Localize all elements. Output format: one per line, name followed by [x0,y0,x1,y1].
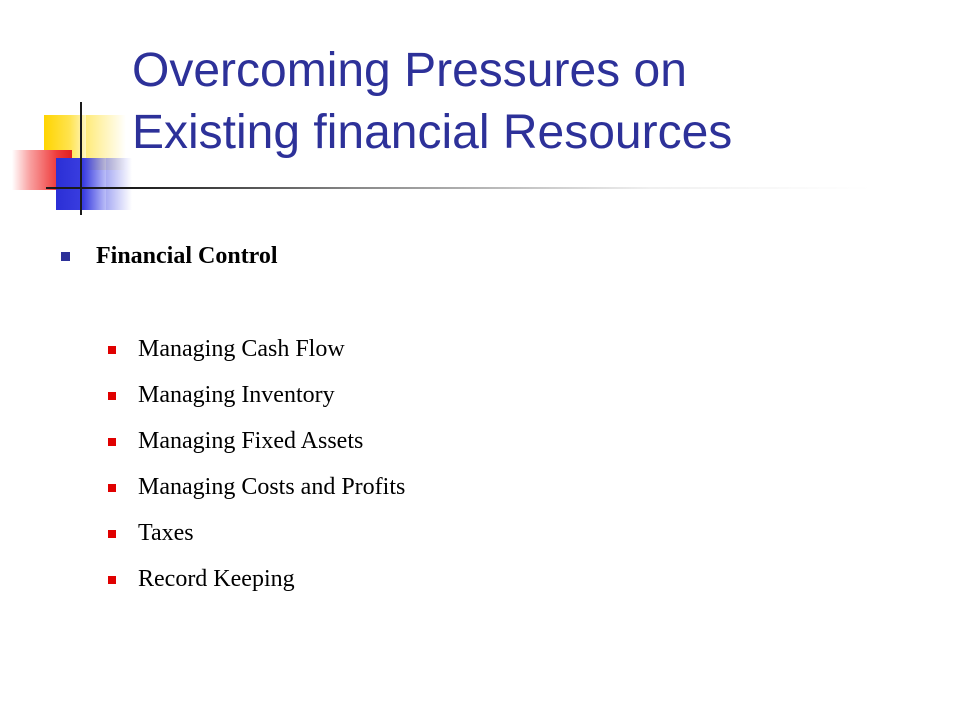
red-square-bullet-icon [108,576,116,584]
main-bullet-list [60,236,278,276]
red-square-bullet-icon [108,484,116,492]
sub-bullet-text: Managing Cash Flow [138,336,345,362]
logo-horizontal-line [46,187,140,189]
sub-bullet-item [106,328,405,374]
sub-bullet-list [106,328,405,604]
sub-bullet-item [106,466,405,512]
main-bullet-text: Financial Control [96,243,278,269]
sub-bullet-text: Managing Fixed Assets [138,428,364,454]
red-square-bullet-icon [108,392,116,400]
red-square-bullet-icon [108,346,116,354]
logo-vertical-line [80,102,82,215]
slide-title-line-2: Existing financial Resources [132,106,733,159]
sub-bullet-item [106,512,405,558]
sub-bullet-item [106,558,405,604]
sub-bullet-item [106,420,405,466]
main-bullet-item [60,236,278,276]
title-underline [132,187,872,189]
sub-bullet-text: Taxes [138,520,194,546]
logo-blue-fade [106,158,132,210]
decorative-logo [0,0,140,220]
sub-bullet-text: Managing Inventory [138,382,335,408]
slide-title [132,40,932,164]
red-square-bullet-icon [108,530,116,538]
sub-bullet-text: Record Keeping [138,566,295,592]
sub-bullet-item [106,374,405,420]
blue-square-bullet-icon [61,252,70,261]
slide-title-line-1: Overcoming Pressures on [132,44,687,97]
red-square-bullet-icon [108,438,116,446]
sub-bullet-text: Managing Costs and Profits [138,474,406,500]
